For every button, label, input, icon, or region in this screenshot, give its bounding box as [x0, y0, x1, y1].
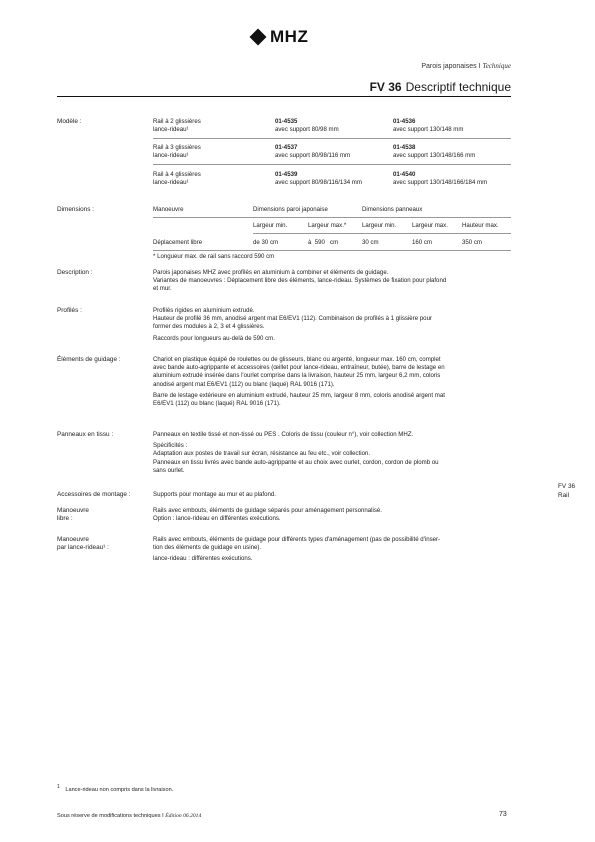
guidage-text: Chariot en plastique équipé de roulettes ou de glisseurs, blanc ou argenté, longueur max. 160 cm, complet avec bande auto-agrippante et accessoires (œillet pour lance-rideau, entraîneur, butée), barre de lestage en aluminium extrudé insérée dans l'ourlet comprise dans la livraison, hauteur 25 mm, largeur 6,2 mm, coloris anodisé argent mat E6/EV1 (112) ou blanc (laqué) RAL 9016 (171). Barre de lestage extérieure en aluminium extrudé, hauteur 25 mm, largeur 8 mm, coloris anodisé argent mat E6/EV1 (112) ou blanc (laqué) RAL 9016 (171).	[153, 356, 445, 408]
model-support: avec support 80/98/116 mm	[275, 152, 351, 159]
description-text: Parois japonaises MHZ avec profilés en aluminium à combiner et éléments de guidage. Variantes de manoeuvres : Déplacement libre des éléments, lance-rideau. Systèmes de fixation pour plafond et mur.	[153, 269, 447, 293]
model-code: 01-4535	[275, 118, 298, 125]
dim-note: * Longueur max. de rail sans raccord 590 cm	[153, 253, 275, 260]
dim-value: 350 cm	[462, 239, 482, 246]
dim-value: de 30 cm	[253, 239, 279, 246]
label-modele: Modèle :	[57, 118, 82, 125]
section-label: Parois japonaises I Technique	[421, 62, 511, 70]
dim-sub-header: Largeur max.*	[308, 222, 347, 229]
model-name-sub: lance-rideau¹	[153, 179, 189, 186]
dim-sub-header: Hauteur max.	[462, 222, 499, 229]
divider	[153, 217, 511, 218]
divider	[153, 138, 511, 139]
page-title: FV 36 Descriptif technique	[369, 80, 511, 94]
dim-sub-header: Largeur min.	[253, 222, 288, 229]
model-name-sub: lance-rideau¹	[153, 152, 189, 159]
page-number: 73	[499, 811, 507, 818]
model-name-sub: lance-rideau¹	[153, 126, 189, 133]
model-code: 01-4537	[275, 144, 298, 151]
dim-value: 160 cm	[412, 239, 432, 246]
label-manoeuvre-lance-rideau: Manoeuvre par lance-rideau¹ :	[57, 536, 109, 552]
model-support: avec support 130/148/166 mm	[393, 152, 476, 159]
model-support: avec support 130/148 mm	[393, 126, 464, 133]
label-panneaux: Panneaux en tissu :	[57, 431, 114, 438]
profiles-text: Profilés rigides en aluminium extrudé. Hauteur de profilé 36 mm, anodisé argent mat E6/EV1 (112). Combinaison de profilés à 1 glissière pour former des modules à 2, 3 et 4 glissières. Raccords pour longueurs au-delà de 590 cm.	[153, 307, 432, 342]
dim-header-paroi: Dimensions paroi japonaise	[253, 206, 328, 213]
model-name: Rail à 2 glissières	[153, 118, 201, 125]
model-code: 01-4539	[275, 171, 298, 178]
manoeuvre-lance-rideau-text: Rails avec embouts, éléments de guidage pour différents types d'aménagement (pas de possibilité d'inser- tion des éléments de guidage en usine). lance-rideau : différentes exécutions.	[153, 536, 441, 563]
title-bar	[57, 80, 511, 97]
manoeuvre-libre-text: Rails avec embouts, éléments de guidage séparés pour aménagement personnalisé. Option : lance-rideau en différentes exécutions.	[153, 507, 382, 523]
dim-header-panneaux: Dimensions panneaux	[362, 206, 423, 213]
divider	[153, 250, 511, 251]
dim-sub-header: Largeur max.	[412, 222, 448, 229]
model-name: Rail à 4 glissières	[153, 171, 201, 178]
model-code: 01-4540	[393, 171, 416, 178]
label-accessoires: Accessoires de montage :	[57, 491, 131, 498]
label-profiles: Profilés :	[57, 307, 82, 314]
label-manoeuvre-libre: Manoeuvre libre :	[57, 507, 89, 523]
label-description: Description :	[57, 269, 93, 276]
model-support: avec support 130/148/166/184 mm	[393, 179, 488, 186]
footnote: 1 Lance-rideau non compris dans la livraison.	[57, 784, 174, 793]
dim-header-manoeuvre: Manoeuvre	[153, 206, 184, 213]
accessoires-text: Supports pour montage au mur et au plafond.	[153, 491, 276, 498]
panneaux-text: Panneaux en textile tissé et non-tissé ou PES . Coloris de tissu (couleur n°), voir collection MHZ. Spécificités : Adaptation aux postes de travail sur écran, résistance au feu etc., voir collection. Panneaux en tissu livrés avec bande auto-agrippante et au choix avec ourlet, cordon, cordon de plomb ou sans ourlet.	[153, 431, 439, 474]
model-code: 01-4536	[393, 118, 416, 125]
mhz-logo	[252, 27, 308, 47]
model-code: 01-4538	[393, 144, 416, 151]
model-support: avec support 80/98/116/134 mm	[275, 179, 362, 186]
dim-row-label: Déplacement libre	[153, 239, 203, 246]
dim-sub-header: Largeur min.	[362, 222, 397, 229]
label-dimensions: Dimensions :	[57, 206, 94, 213]
divider	[253, 233, 511, 234]
footer-text: Sous réserve de modifications techniques I Édition 06.2014	[57, 813, 202, 819]
divider	[153, 164, 511, 165]
side-note: FV 36 Rail	[558, 483, 576, 499]
label-guidage: Éléments de guidage :	[57, 356, 121, 363]
dim-value: 30 cm	[362, 239, 379, 246]
model-name: Rail à 3 glissières	[153, 144, 201, 151]
dim-value: à 590 cm	[308, 239, 339, 246]
brand-name: MHZ	[270, 27, 309, 46]
diamond-icon	[250, 29, 267, 46]
model-support: avec support 80/98 mm	[275, 126, 339, 133]
